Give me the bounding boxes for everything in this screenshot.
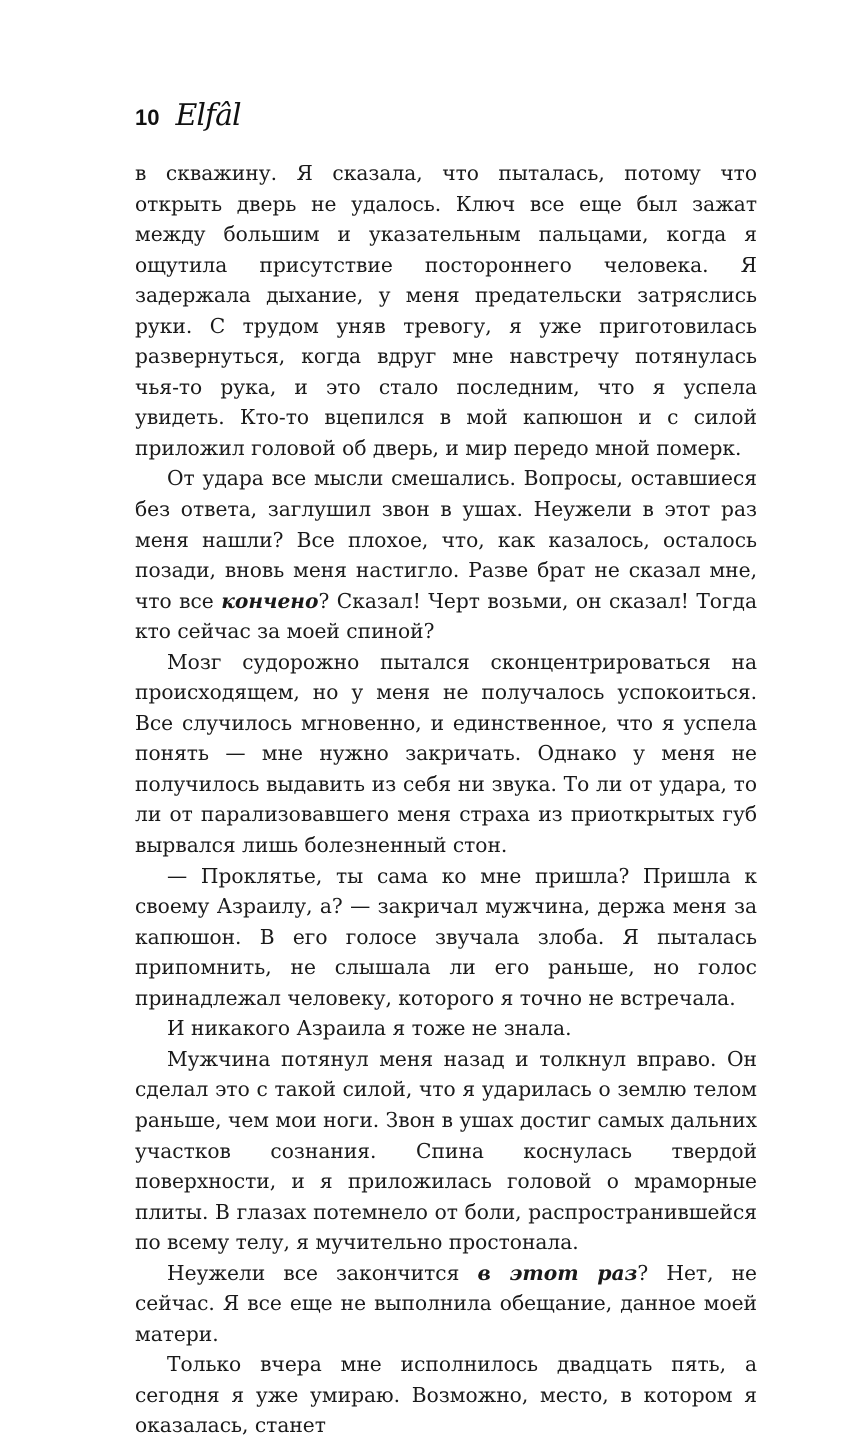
text-segment: Мужчина потянул меня назад и толкнул вправо. Он сделал это с такой силой, что я ударилась о землю телом раньше, чем мои ноги. Звон в ушах достиг самых дальних участков сознания. Спина коснулась твердой поверхности, и я приложилась головой о мраморные плиты. В глазах потемнело от боли, распространившейся по всему телу, я мучительно простонала. (135, 1046, 757, 1255)
text-segment: ? Нет, не сейчас. Я все еще не выполнила обещание, данное моей матери. (135, 1260, 757, 1346)
page-number: 10 (135, 105, 160, 130)
text-segment: Мозг судорожно пытался сконцентрироваться на происходящем, но у меня не получалось успокоиться. Все случилось мгновенно, и единственное, что я успела понять — мне нужно закричать. Однако у меня не получилось выдавить из себя ни звука. То ли от удара, то ли от парализовавшего меня страха из приоткрытых губ вырвался лишь болезненный стон. (135, 649, 757, 858)
text-segment: ? Сказал! Черт возьми, он сказал! Тогда кто сейчас за моей спиной? (135, 588, 758, 644)
page-header (135, 98, 241, 133)
text-segment: в скважину. Я сказала, что пыталась, потому что открыть дверь не удалось. Ключ все еще был зажат между большим и указательным пальцами, когда я ощутила присутствие постороннего человека. Я задержала дыхание, у меня предательски затряслись руки. С трудом уняв тревогу, я уже приготовилась развернуться, когда вдруг мне навстречу потянулась чья-то рука, и это стало последним, что я успела увидеть. Кто-то вцепился в мой капюшон и с силой приложил головой об дверь, и мир передо мной померк. (135, 161, 757, 460)
emphasis-text: кончено (221, 588, 319, 613)
text-segment: Только вчера мне исполнилось двадцать пять, а сегодня я уже умираю. Возможно, место, в котором я оказалась, станет (135, 1352, 757, 1438)
paragraph (135, 1349, 757, 1441)
paragraph (135, 647, 757, 861)
text-segment: И никакого Азраила я тоже не знала. (167, 1016, 572, 1041)
body-text (135, 158, 757, 1441)
paragraph (135, 861, 757, 1014)
emphasis-text: в этот раз (477, 1260, 638, 1285)
running-title: Elfâl (175, 98, 241, 133)
paragraph (135, 463, 757, 646)
paragraph (135, 1013, 757, 1044)
paragraph (135, 158, 757, 463)
text-segment: Неужели все закончится (167, 1260, 478, 1285)
text-segment: — Проклятье, ты сама ко мне пришла? Пришла к своему Азраилу, а? — закричал мужчина, держа меня за капюшон. В его голосе звучала злоба. Я пыталась припомнить, не слышала ли его раньше, но голос принадлежал человеку, которого я точно не встречала. (135, 863, 757, 1010)
text-segment: От удара все мысли смешались. Вопросы, оставшиеся без ответа, заглушил звон в ушах. Неужели в этот раз меня нашли? Все плохое, что, как казалось, осталось позади, вновь меня настигло. Разве брат не сказал мне, что все (135, 466, 757, 613)
paragraph (135, 1258, 757, 1350)
paragraph (135, 1044, 757, 1258)
